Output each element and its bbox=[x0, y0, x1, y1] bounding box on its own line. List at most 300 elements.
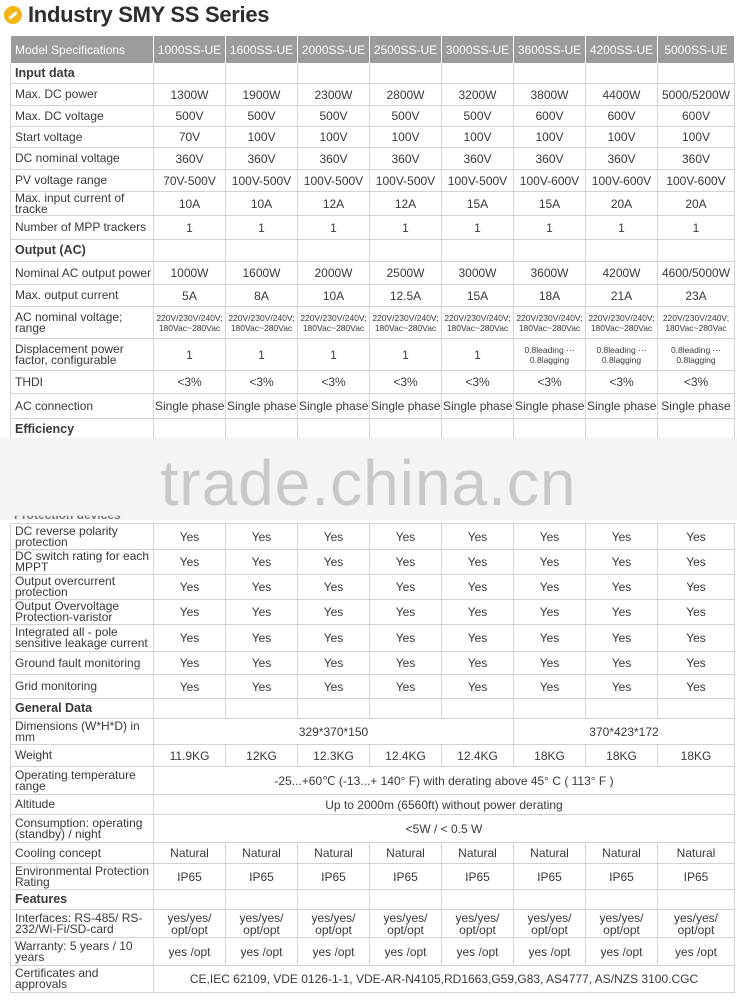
row-label: Displacement power factor, configurable bbox=[11, 339, 154, 371]
row-value: <3% bbox=[154, 371, 226, 394]
empty-cell bbox=[298, 64, 370, 84]
spec-table bbox=[10, 35, 735, 441]
row-value: Natural bbox=[442, 843, 514, 864]
spec-row bbox=[11, 285, 735, 307]
row-label: DC reverse polarity protection bbox=[11, 524, 154, 550]
watermark: trade.china.cn bbox=[160, 447, 577, 519]
row-label: DC nominal voltage bbox=[11, 148, 154, 170]
spec-row bbox=[11, 262, 735, 285]
row-value: yes /opt bbox=[370, 938, 442, 966]
row-value: Yes bbox=[298, 575, 370, 600]
row-value: Yes bbox=[226, 675, 298, 699]
row-label: Warranty: 5 years / 10 years bbox=[11, 938, 154, 966]
page-title: Industry SMY SS Series bbox=[28, 2, 270, 27]
row-value: <3% bbox=[370, 371, 442, 394]
row-value: Single phase bbox=[442, 394, 514, 419]
row-label: Consumption: operating (standby) / night bbox=[11, 815, 154, 843]
row-value: yes /opt bbox=[586, 938, 658, 966]
row-value: Yes bbox=[370, 652, 442, 675]
row-value: Yes bbox=[586, 575, 658, 600]
row-value: 100V bbox=[370, 127, 442, 148]
row-value: Yes bbox=[370, 625, 442, 652]
row-value: IP65 bbox=[154, 864, 226, 890]
row-value: Yes bbox=[298, 652, 370, 675]
row-value: IP65 bbox=[298, 864, 370, 890]
row-value: 10A bbox=[154, 192, 226, 216]
spec-row bbox=[11, 767, 735, 795]
row-value: yes /opt bbox=[226, 938, 298, 966]
model-header: 1000SS-UE bbox=[154, 36, 226, 64]
row-value: 329*370*150 bbox=[154, 719, 514, 745]
model-header: 5000SS-UE bbox=[658, 36, 735, 64]
row-label: Max. DC voltage bbox=[11, 106, 154, 127]
row-value: 1 bbox=[586, 216, 658, 240]
row-value: Yes bbox=[442, 600, 514, 625]
row-value: Up to 2000m (6560ft) without power derating bbox=[154, 795, 735, 815]
row-value: <3% bbox=[298, 371, 370, 394]
section-row bbox=[11, 240, 735, 262]
empty-cell bbox=[226, 240, 298, 262]
row-label: Integrated all - pole sensitive leakage current bbox=[11, 625, 154, 652]
row-value: Yes bbox=[226, 524, 298, 550]
row-value: Natural bbox=[226, 843, 298, 864]
row-value: 10A bbox=[298, 285, 370, 307]
row-value: 18KG bbox=[586, 745, 658, 767]
row-value: 18KG bbox=[658, 745, 735, 767]
row-value: <3% bbox=[658, 371, 735, 394]
row-value: yes/yes/ opt/opt bbox=[514, 910, 586, 938]
row-label: Max. DC power bbox=[11, 84, 154, 106]
row-value: 15A bbox=[442, 192, 514, 216]
spec-row bbox=[11, 106, 735, 127]
row-value: yes/yes/ opt/opt bbox=[226, 910, 298, 938]
row-value: 100V-500V bbox=[370, 170, 442, 192]
spec-row bbox=[11, 371, 735, 394]
row-value: 1 bbox=[370, 339, 442, 371]
row-value: 70V-500V bbox=[154, 170, 226, 192]
row-value: Yes bbox=[226, 600, 298, 625]
row-value: Yes bbox=[154, 575, 226, 600]
row-value: Natural bbox=[658, 843, 735, 864]
row-value: 15A bbox=[514, 192, 586, 216]
spec-row bbox=[11, 192, 735, 216]
model-header: 2000SS-UE bbox=[298, 36, 370, 64]
row-value: 600V bbox=[514, 106, 586, 127]
row-value: Single phase bbox=[514, 394, 586, 419]
spec-row bbox=[11, 216, 735, 240]
row-value: 600V bbox=[658, 106, 735, 127]
row-value: IP65 bbox=[226, 864, 298, 890]
row-value: Yes bbox=[514, 550, 586, 575]
row-value: 360V bbox=[226, 148, 298, 170]
row-label: Output Overvoltage Protection-varistor bbox=[11, 600, 154, 625]
row-value: 2500W bbox=[370, 262, 442, 285]
empty-cell bbox=[226, 699, 298, 719]
section-title: Features bbox=[11, 890, 154, 910]
empty-cell bbox=[586, 699, 658, 719]
row-value: yes /opt bbox=[658, 938, 735, 966]
row-value: Yes bbox=[586, 524, 658, 550]
row-label: Operating temperature range bbox=[11, 767, 154, 795]
empty-cell bbox=[370, 64, 442, 84]
empty-cell bbox=[298, 890, 370, 910]
spec-row bbox=[11, 84, 735, 106]
row-value: Yes bbox=[298, 625, 370, 652]
row-value: IP65 bbox=[514, 864, 586, 890]
row-value: 3800W bbox=[514, 84, 586, 106]
row-value: 360V bbox=[298, 148, 370, 170]
row-value: yes /opt bbox=[298, 938, 370, 966]
empty-cell bbox=[370, 240, 442, 262]
row-value: 1600W bbox=[226, 262, 298, 285]
row-value: 12.4KG bbox=[442, 745, 514, 767]
row-value: Yes bbox=[658, 675, 735, 699]
empty-cell bbox=[586, 64, 658, 84]
row-value: 0.8leading ⋯0.8lagging bbox=[658, 339, 735, 371]
row-value: 220V/230V/240V; 180Vac~280Vac bbox=[298, 307, 370, 339]
brand-logo-icon bbox=[4, 6, 22, 24]
spec-row bbox=[11, 600, 735, 625]
row-value: 1 bbox=[154, 339, 226, 371]
row-value: Yes bbox=[154, 625, 226, 652]
row-value: Yes bbox=[586, 600, 658, 625]
row-value: Yes bbox=[586, 550, 658, 575]
row-value: 1 bbox=[442, 339, 514, 371]
row-value: Yes bbox=[154, 600, 226, 625]
row-label: THDI bbox=[11, 371, 154, 394]
spec-row bbox=[11, 966, 735, 993]
row-value: 18A bbox=[514, 285, 586, 307]
spec-row bbox=[11, 938, 735, 966]
header-label: Model Specifications bbox=[11, 36, 154, 64]
row-value: Yes bbox=[586, 675, 658, 699]
row-label: Cooling concept bbox=[11, 843, 154, 864]
model-header: 3600SS-UE bbox=[514, 36, 586, 64]
row-value: 8A bbox=[226, 285, 298, 307]
row-value: 4400W bbox=[586, 84, 658, 106]
row-value: yes/yes/ opt/opt bbox=[586, 910, 658, 938]
row-value: Yes bbox=[586, 625, 658, 652]
row-value: Yes bbox=[658, 575, 735, 600]
row-label: Altitude bbox=[11, 795, 154, 815]
row-value: 2300W bbox=[298, 84, 370, 106]
row-value: 15A bbox=[442, 285, 514, 307]
title-bar bbox=[0, 0, 737, 30]
row-value: 10A bbox=[226, 192, 298, 216]
row-value: 12.4KG bbox=[370, 745, 442, 767]
row-value: 23A bbox=[658, 285, 735, 307]
row-value: Single phase bbox=[226, 394, 298, 419]
row-value: CE,IEC 62109, VDE 0126-1-1, VDE-AR-N4105,RD1663,G59,G83, AS4777, AS/NZS 3100.CGC bbox=[154, 966, 735, 993]
row-value: 500V bbox=[154, 106, 226, 127]
row-value: Yes bbox=[514, 625, 586, 652]
row-value: 360V bbox=[370, 148, 442, 170]
row-value: 360V bbox=[586, 148, 658, 170]
row-label: Max. input current of tracke bbox=[11, 192, 154, 216]
empty-cell bbox=[442, 64, 514, 84]
row-value: 5A bbox=[154, 285, 226, 307]
row-value: Yes bbox=[586, 652, 658, 675]
row-value: Yes bbox=[370, 600, 442, 625]
row-value: 360V bbox=[154, 148, 226, 170]
row-value: 220V/230V/240V; 180Vac~280Vac bbox=[514, 307, 586, 339]
row-value: Natural bbox=[586, 843, 658, 864]
row-value: 21A bbox=[586, 285, 658, 307]
row-value: 12A bbox=[370, 192, 442, 216]
row-value: 500V bbox=[226, 106, 298, 127]
empty-cell bbox=[442, 890, 514, 910]
spec-row bbox=[11, 575, 735, 600]
model-header: 2500SS-UE bbox=[370, 36, 442, 64]
row-value: Yes bbox=[226, 625, 298, 652]
row-value: IP65 bbox=[658, 864, 735, 890]
model-header: 3000SS-UE bbox=[442, 36, 514, 64]
section-row bbox=[11, 699, 735, 719]
row-value: 100V bbox=[442, 127, 514, 148]
row-value: 100V-600V bbox=[514, 170, 586, 192]
row-label: Ground fault monitoring bbox=[11, 652, 154, 675]
row-value: 220V/230V/240V; 180Vac~280Vac bbox=[586, 307, 658, 339]
row-value: 1 bbox=[370, 216, 442, 240]
spec-row bbox=[11, 843, 735, 864]
row-value: 1 bbox=[226, 216, 298, 240]
row-label: Number of MPP trackers bbox=[11, 216, 154, 240]
row-value: Yes bbox=[154, 524, 226, 550]
row-value: 220V/230V/240V; 180Vac~280Vac bbox=[154, 307, 226, 339]
empty-cell bbox=[226, 890, 298, 910]
row-value: Yes bbox=[514, 524, 586, 550]
row-value: 100V-600V bbox=[658, 170, 735, 192]
row-value: 500V bbox=[298, 106, 370, 127]
row-value: Yes bbox=[370, 550, 442, 575]
row-value: 100V bbox=[658, 127, 735, 148]
row-value: 100V-500V bbox=[442, 170, 514, 192]
row-value: 100V bbox=[298, 127, 370, 148]
row-label: Nominal AC output power bbox=[11, 262, 154, 285]
row-value: Yes bbox=[658, 550, 735, 575]
spec-row bbox=[11, 307, 735, 339]
row-value: 220V/230V/240V; 180Vac~280Vac bbox=[370, 307, 442, 339]
row-value: IP65 bbox=[586, 864, 658, 890]
row-value: 1900W bbox=[226, 84, 298, 106]
row-value: Single phase bbox=[658, 394, 735, 419]
row-value: 5000/5200W bbox=[658, 84, 735, 106]
row-value: Yes bbox=[298, 600, 370, 625]
row-value: Yes bbox=[370, 575, 442, 600]
row-value: 0.8leading ⋯0.8lagging bbox=[514, 339, 586, 371]
row-value: 100V bbox=[586, 127, 658, 148]
row-label: AC connection bbox=[11, 394, 154, 419]
row-value: 4600/5000W bbox=[658, 262, 735, 285]
section-title: General Data bbox=[11, 699, 154, 719]
row-value: Yes bbox=[658, 600, 735, 625]
row-label: Start voltage bbox=[11, 127, 154, 148]
section-title: Output (AC) bbox=[11, 240, 154, 262]
row-value: Yes bbox=[658, 524, 735, 550]
row-value: 3000W bbox=[442, 262, 514, 285]
row-value: 4200W bbox=[586, 262, 658, 285]
row-value: 3200W bbox=[442, 84, 514, 106]
empty-cell bbox=[658, 240, 735, 262]
row-value: Yes bbox=[442, 550, 514, 575]
spec-row bbox=[11, 864, 735, 890]
row-value: 11.9KG bbox=[154, 745, 226, 767]
spec-row bbox=[11, 910, 735, 938]
row-value: Yes bbox=[226, 550, 298, 575]
header-row bbox=[11, 36, 735, 64]
empty-cell bbox=[226, 64, 298, 84]
row-label: Grid monitoring bbox=[11, 675, 154, 699]
row-value: 600V bbox=[586, 106, 658, 127]
row-value: 12KG bbox=[226, 745, 298, 767]
row-value: IP65 bbox=[442, 864, 514, 890]
empty-cell bbox=[658, 890, 735, 910]
row-value: 370*423*172 bbox=[514, 719, 735, 745]
section-row bbox=[11, 64, 735, 84]
empty-cell bbox=[154, 699, 226, 719]
row-value: IP65 bbox=[370, 864, 442, 890]
spec-row bbox=[11, 550, 735, 575]
row-value: 220V/230V/240V; 180Vac~280Vac bbox=[226, 307, 298, 339]
row-value: 1 bbox=[658, 216, 735, 240]
row-value: 220V/230V/240V; 180Vac~280Vac bbox=[442, 307, 514, 339]
row-value: Yes bbox=[658, 652, 735, 675]
row-value: <3% bbox=[226, 371, 298, 394]
empty-cell bbox=[370, 890, 442, 910]
spec-row bbox=[11, 524, 735, 550]
row-value: 100V-600V bbox=[586, 170, 658, 192]
row-label: Output overcurrent protection bbox=[11, 575, 154, 600]
empty-cell bbox=[442, 699, 514, 719]
row-value: 360V bbox=[514, 148, 586, 170]
row-value: 360V bbox=[658, 148, 735, 170]
row-value: 12.3KG bbox=[298, 745, 370, 767]
row-value: yes/yes/ opt/opt bbox=[154, 910, 226, 938]
row-value: Yes bbox=[298, 550, 370, 575]
row-value: Single phase bbox=[298, 394, 370, 419]
row-value: Yes bbox=[298, 675, 370, 699]
row-value: 1 bbox=[154, 216, 226, 240]
row-value: 100V-500V bbox=[226, 170, 298, 192]
row-value: Yes bbox=[442, 524, 514, 550]
row-value: <5W / < 0.5 W bbox=[154, 815, 735, 843]
row-value: Yes bbox=[442, 575, 514, 600]
row-value: yes/yes/ opt/opt bbox=[658, 910, 735, 938]
row-value: 20A bbox=[586, 192, 658, 216]
row-value: Yes bbox=[370, 675, 442, 699]
empty-cell bbox=[442, 240, 514, 262]
empty-cell bbox=[154, 240, 226, 262]
row-value: 1 bbox=[442, 216, 514, 240]
empty-cell bbox=[514, 699, 586, 719]
empty-cell bbox=[586, 240, 658, 262]
spec-row bbox=[11, 652, 735, 675]
empty-cell bbox=[154, 890, 226, 910]
row-value: Yes bbox=[154, 675, 226, 699]
row-value: Yes bbox=[442, 625, 514, 652]
row-value: <3% bbox=[514, 371, 586, 394]
empty-cell bbox=[658, 699, 735, 719]
row-value: Natural bbox=[514, 843, 586, 864]
row-value: <3% bbox=[442, 371, 514, 394]
spec-row bbox=[11, 127, 735, 148]
empty-cell bbox=[514, 890, 586, 910]
row-value: 12.5A bbox=[370, 285, 442, 307]
row-value: 2000W bbox=[298, 262, 370, 285]
spec-row bbox=[11, 394, 735, 419]
row-value: 500V bbox=[370, 106, 442, 127]
spec-row bbox=[11, 719, 735, 745]
row-value: 1000W bbox=[154, 262, 226, 285]
empty-cell bbox=[298, 240, 370, 262]
row-value: 2800W bbox=[370, 84, 442, 106]
row-value: Yes bbox=[442, 652, 514, 675]
row-value: 1 bbox=[514, 216, 586, 240]
row-value: <3% bbox=[586, 371, 658, 394]
spec-row bbox=[11, 170, 735, 192]
row-value: 100V bbox=[226, 127, 298, 148]
row-value: 70V bbox=[154, 127, 226, 148]
row-label: Environmental Protection Rating bbox=[11, 864, 154, 890]
empty-cell bbox=[298, 699, 370, 719]
row-value: Yes bbox=[514, 652, 586, 675]
row-value: Yes bbox=[298, 524, 370, 550]
row-value: 3600W bbox=[514, 262, 586, 285]
row-label: PV voltage range bbox=[11, 170, 154, 192]
model-header: 4200SS-UE bbox=[586, 36, 658, 64]
row-label: AC nominal voltage; range bbox=[11, 307, 154, 339]
row-value: Yes bbox=[514, 575, 586, 600]
row-value: Single phase bbox=[586, 394, 658, 419]
spec-row bbox=[11, 745, 735, 767]
row-value: 1300W bbox=[154, 84, 226, 106]
row-label: Dimensions (W*H*D) in mm bbox=[11, 719, 154, 745]
row-value: 0.8leading ⋯0.8lagging bbox=[586, 339, 658, 371]
empty-cell bbox=[514, 64, 586, 84]
row-value: Yes bbox=[370, 524, 442, 550]
row-value: yes/yes/ opt/opt bbox=[298, 910, 370, 938]
row-value: Yes bbox=[226, 652, 298, 675]
empty-cell bbox=[658, 64, 735, 84]
row-value: Yes bbox=[658, 625, 735, 652]
row-value: Natural bbox=[154, 843, 226, 864]
row-value: Yes bbox=[442, 675, 514, 699]
row-value: yes/yes/ opt/opt bbox=[370, 910, 442, 938]
row-label: DC switch rating for each MPPT bbox=[11, 550, 154, 575]
row-value: 1 bbox=[298, 339, 370, 371]
row-value: -25...+60℃ (-13...+ 140° F) with derating above 45° C ( 113° F ) bbox=[154, 767, 735, 795]
row-value: 220V/230V/240V; 180Vac~280Vac bbox=[658, 307, 735, 339]
row-value: Natural bbox=[370, 843, 442, 864]
spec-row bbox=[11, 795, 735, 815]
row-label: Weight bbox=[11, 745, 154, 767]
row-value: Yes bbox=[154, 652, 226, 675]
row-value: Yes bbox=[226, 575, 298, 600]
model-header: 1600SS-UE bbox=[226, 36, 298, 64]
empty-cell bbox=[514, 240, 586, 262]
empty-cell bbox=[370, 699, 442, 719]
row-value: Natural bbox=[298, 843, 370, 864]
row-value: Single phase bbox=[370, 394, 442, 419]
row-label: Max. output current bbox=[11, 285, 154, 307]
row-value: 500V bbox=[442, 106, 514, 127]
spec-row bbox=[11, 339, 735, 371]
row-label: Certificates and approvals bbox=[11, 966, 154, 993]
row-value: yes /opt bbox=[442, 938, 514, 966]
spec-table-lower bbox=[10, 523, 735, 993]
row-value: 100V-500V bbox=[298, 170, 370, 192]
row-value: Yes bbox=[154, 550, 226, 575]
